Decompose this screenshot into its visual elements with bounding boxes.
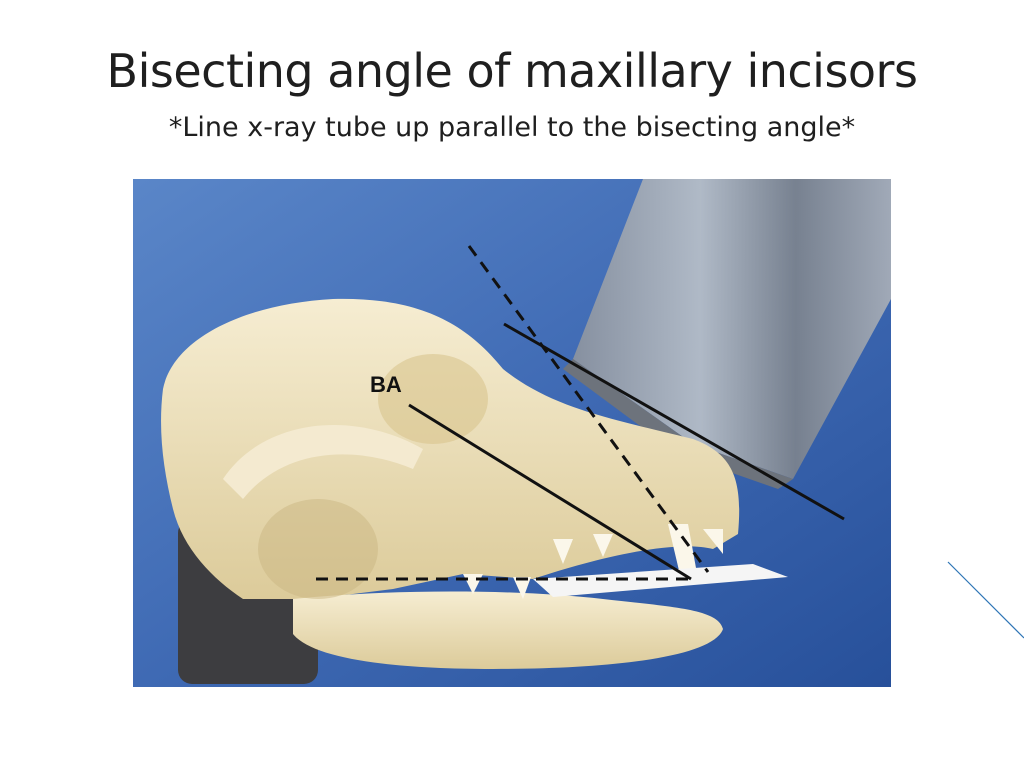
skull-xray-photo	[133, 179, 891, 687]
slide-title: Bisecting angle of maxillary incisors	[106, 44, 918, 98]
decorative-corner-line	[930, 550, 1024, 640]
slide-subtitle: *Line x-ray tube up parallel to the bisecting angle*	[168, 112, 856, 143]
bisecting-angle-label: BA	[370, 372, 402, 397]
